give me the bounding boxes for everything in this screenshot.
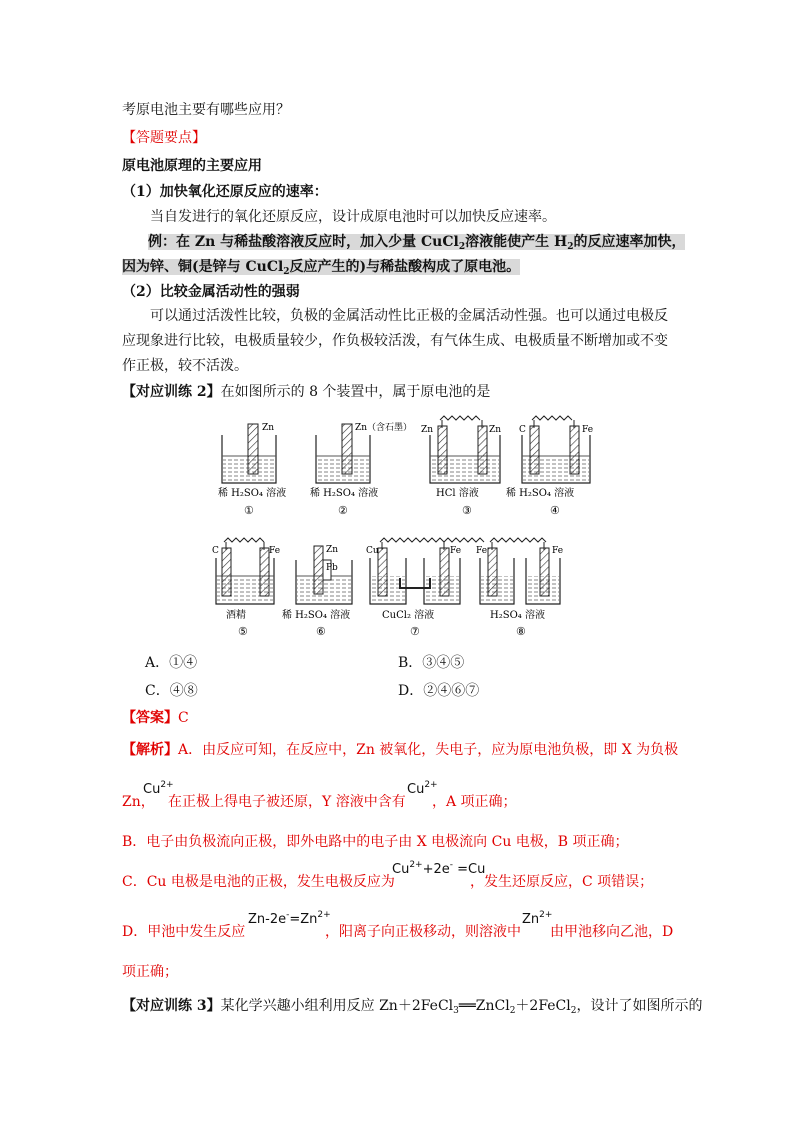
cell-2-number: ② (338, 504, 348, 517)
answer-points-label: 【答题要点】 (122, 130, 206, 146)
option-c[interactable]: C．④⑧ (145, 683, 198, 699)
section-title: 原电池原理的主要应用 (122, 158, 262, 174)
training2-line (122, 382, 490, 402)
question-line (122, 100, 290, 120)
cell-5-right-electrode: Fe (269, 546, 281, 556)
cell-1-electrode-label: Zn (262, 423, 275, 433)
point1-example-line1: 例：在 Zn 与稀盐酸溶液反应时，加入少量 CuCl$_2$溶液能使产生 $H_2$的反应速率加快， (148, 234, 686, 252)
analysis-line-a (122, 740, 678, 760)
formula-zn2: $Zn^{2+}$ (522, 910, 553, 927)
analysis-line-a2-end: ，A 项正确； (432, 794, 517, 810)
cell-8 (476, 538, 563, 638)
point2-line1: 可以通过活泼性比较，负极的金属活动性比正极的金属活动性强。也可以通过电极反 (150, 308, 668, 324)
option-a[interactable]: A．①④ (145, 655, 198, 671)
cell-6 (282, 545, 352, 638)
cell-1-solution: 稀 H₂SO₄ 溶液 (218, 488, 287, 499)
analysis-a-text: A．由反应可知，在反应中，Zn 被氧化，失电子，应为原电池负极，即 X 为负极 (178, 742, 679, 758)
cell-7-left-electrode: Cu (366, 546, 379, 556)
answer-label: 【答案】 (122, 710, 178, 726)
analysis-line-d-start: D．甲池中发生反应 (122, 924, 246, 940)
analysis-line-c-end: ，发生还原反应，C 项错误； (470, 874, 654, 890)
point1-title: （1）加快氧化还原反应的速率： (122, 184, 328, 200)
cell-7-number: ⑦ (410, 625, 420, 638)
analysis-line-d2: 项正确； (122, 964, 178, 980)
analysis-line-d-mid: ，阳离子向正极移动，则溶液中 (325, 924, 521, 940)
training3-label: 【对应训练 3】 (122, 998, 221, 1014)
option-b[interactable]: B．③④⑤ (398, 655, 465, 671)
cell-5-number: ⑤ (238, 625, 248, 638)
answer-line (122, 708, 189, 728)
apparatus-figure (210, 410, 600, 640)
cell-1-number: ① (244, 504, 254, 517)
training3-line: 【对应训练 3】某化学兴趣小组利用反应 Zn＋2FeCl$_3$══ZnCl$_2$＋2FeCl$_2$，设计了如图所示的 (122, 998, 703, 1016)
cell-2-electrode-label: Zn（含石墨） (355, 423, 413, 433)
cell-3-right-electrode: Zn (489, 425, 502, 435)
cell-7-solution: CuCl₂ 溶液 (382, 610, 435, 621)
point2-line3: 作正极，较不活泼。 (122, 358, 248, 374)
analysis-line-c-start: C．Cu 电极是电池的正极，发生电极反应为 (122, 874, 395, 890)
point2-line2: 应现象进行比较，电极质量较少，作负极较活泼，有气体生成、电极质量不断增加或不变 (122, 333, 668, 349)
point1-example-line2: 因为锌、铜(是锌与 CuCl$_2$反应产生的)与稀盐酸构成了原电池。 (122, 259, 521, 277)
answer-value: C (178, 710, 189, 726)
cell-4-solution: 稀 H₂SO₄ 溶液 (506, 488, 575, 499)
option-d[interactable]: D．②④⑥⑦ (398, 683, 480, 699)
cell-3-number: ③ (462, 504, 472, 517)
cell-1 (218, 423, 286, 517)
analysis-line-a2-mid: 在正极上得电子被还原，Y 溶液中含有 (168, 794, 406, 810)
cell-6-electrode-pb: Pb (326, 563, 338, 573)
cell-8-solution: H₂SO₄ 溶液 (490, 610, 545, 621)
cell-4-right-electrode: Fe (582, 425, 594, 435)
cell-5-solution: 酒精 (226, 610, 246, 621)
point2-title: （2）比较金属活动性的强弱 (122, 284, 300, 300)
formula-cu-reduction: $Cu^{2+}+2e^- =Cu$ (392, 860, 486, 877)
cell-6-electrode-zn: Zn (326, 545, 339, 555)
cell-2 (310, 421, 412, 517)
analysis-line-a2-start: Zn， (122, 794, 155, 810)
cell-8-left-electrode: Fe (476, 546, 488, 556)
cell-6-solution: 稀 H₂SO₄ 溶液 (282, 610, 351, 621)
training2-text: 在如图所示的 8 个装置中，属于原电池的是 (220, 384, 491, 400)
cell-3-left-electrode: Zn (421, 425, 434, 435)
cell-4-left-electrode: C (519, 425, 526, 435)
question-text: 考原电池主要有哪些应用？ (122, 102, 290, 118)
cell-5-left-electrode: C (212, 546, 219, 556)
formula-zn-oxidation: $Zn-2e^-=Zn^{2+}$ (248, 910, 331, 927)
cell-8-right-electrode: Fe (552, 546, 564, 556)
cell-3 (421, 416, 501, 517)
cell-8-number: ⑧ (516, 625, 526, 638)
formula-cu2-2: $Cu^{2+}$ (407, 780, 438, 797)
formula-cu2-1: $Cu^{2+}$ (143, 780, 174, 797)
cell-7 (366, 538, 484, 638)
training2-label: 【对应训练 2】 (122, 384, 221, 400)
point1-text: 当自发进行的氧化还原反应，设计成原电池时可以加快反应速率。 (150, 209, 556, 225)
analysis-line-d-end: 由甲池移向乙池，D (550, 924, 674, 940)
cell-3-solution: HCl 溶液 (436, 488, 479, 499)
analysis-line-b: B．电子由负极流向正极，即外电路中的电子由 X 电极流向 Cu 电极，B 项正确； (122, 834, 629, 850)
cell-5 (212, 538, 280, 638)
cell-2-solution: 稀 H₂SO₄ 溶液 (310, 488, 379, 499)
cell-7-right-electrode: Fe (450, 546, 462, 556)
analysis-label: 【解析】 (122, 742, 178, 758)
cell-4-number: ④ (550, 504, 560, 517)
cell-4 (506, 416, 593, 517)
cell-6-number: ⑥ (316, 625, 326, 638)
